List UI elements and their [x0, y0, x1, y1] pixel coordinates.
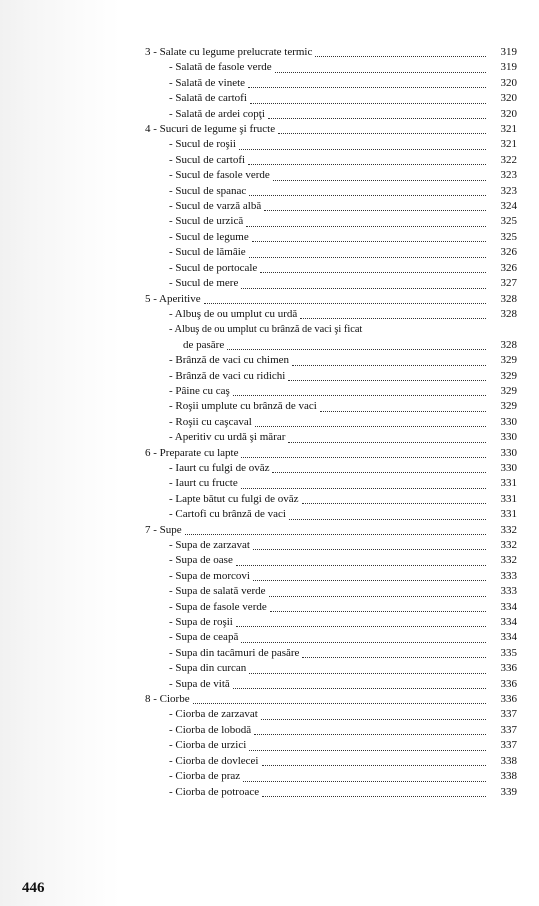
toc-page-number: 336: [500, 693, 517, 706]
toc-entry-row: [145, 553, 517, 568]
toc-section-label: 8 - Ciorbe: [145, 693, 190, 706]
toc-entry-label: - Salată de ardei copţi: [169, 107, 265, 120]
toc-entry-row: [145, 569, 517, 584]
toc-section-row: [145, 446, 517, 461]
dot-leader: [243, 781, 486, 782]
toc-entry-row: [145, 754, 517, 769]
toc-page-number: 329: [500, 400, 517, 413]
toc-section-label: 5 - Aperitive: [145, 292, 201, 305]
toc-entry-row: [145, 630, 517, 645]
toc-entry-row: [145, 584, 517, 599]
toc-entry-row: [145, 646, 517, 661]
toc-entry-row: [145, 677, 517, 692]
toc-entry-row: [145, 276, 517, 291]
toc-entry-label-continuation: de pasăre: [183, 338, 225, 351]
dot-leader: [270, 611, 486, 612]
dot-leader: [246, 226, 486, 227]
toc-page-number: 324: [500, 200, 517, 213]
toc-page-number: 335: [500, 646, 517, 659]
dot-leader: [233, 688, 486, 689]
toc-entry-row: [145, 91, 517, 106]
toc-entry-label: - Supa de ceapă: [169, 631, 239, 644]
toc-page-number: 337: [500, 739, 517, 752]
toc-page-number: 321: [500, 123, 517, 136]
toc-entry-label: - Supa din tacâmuri de pasăre: [169, 646, 300, 659]
toc-entry-row: [145, 507, 517, 522]
toc-entry-label: - Sucul de varză albă: [169, 200, 262, 213]
toc-page-number: 327: [500, 277, 517, 290]
toc-section-row: [145, 523, 517, 538]
dot-leader: [292, 365, 486, 366]
toc-entry-label: - Cartofi cu brânză de vaci: [169, 508, 286, 521]
toc-entry-row: [145, 322, 517, 337]
dot-leader: [272, 472, 486, 473]
dot-leader: [260, 272, 486, 273]
toc-entry-row: [145, 137, 517, 152]
dot-leader: [249, 750, 486, 751]
dot-leader: [185, 534, 486, 535]
dot-leader: [262, 796, 486, 797]
toc-entry-row: [145, 168, 517, 183]
toc-entry-row: [145, 107, 517, 122]
toc-page-number: 333: [500, 569, 517, 582]
dot-leader: [288, 380, 486, 381]
dot-leader: [253, 549, 486, 550]
toc-section-label: 3 - Salate cu legume prelucrate termic: [145, 46, 313, 58]
dot-leader: [289, 519, 486, 520]
toc-entry-row: [145, 245, 517, 260]
toc-entry-row: [145, 199, 517, 214]
toc-entry-label: - Sucul de fasole verde: [169, 169, 270, 182]
dot-leader: [269, 596, 486, 597]
toc-entry-label: - Supa de oase: [169, 554, 233, 567]
toc-entry-label: - Ciorba de zarzavat: [169, 708, 258, 721]
toc-entry-row: [145, 214, 517, 229]
toc-entry-label: - Sucul de legume: [169, 230, 249, 243]
toc-entry-label: - Salată de cartofi: [169, 92, 247, 105]
toc-entry-label: - Aperitiv cu urdă şi mărar: [169, 431, 286, 444]
toc-entry-label: - Roşii umplute cu brânză de vaci: [169, 400, 317, 413]
toc-entry-label: - Supa de fasole verde: [169, 600, 267, 613]
toc-entry-label: - Iaurt cu fulgi de ovăz: [169, 461, 270, 474]
toc-entry-label: - Iaurt cu fructe: [169, 477, 238, 490]
toc-entry-label: - Sucul de roşii: [169, 138, 236, 151]
toc-page-number: 334: [500, 631, 517, 644]
toc-page-number: 330: [500, 461, 517, 474]
dot-leader: [288, 442, 486, 443]
toc-page-number: 334: [500, 600, 517, 613]
toc-entry-row: [145, 153, 517, 168]
dot-leader: [193, 703, 486, 704]
toc-section-row: [145, 45, 517, 60]
toc-page-number: 326: [500, 246, 517, 259]
dot-leader: [275, 72, 486, 73]
toc-page-number: 319: [500, 61, 517, 74]
toc-entry-row: [145, 399, 517, 414]
toc-page-number: 331: [500, 492, 517, 505]
dot-leader: [261, 719, 486, 720]
toc-entry-row: [145, 261, 517, 276]
dot-leader: [236, 626, 486, 627]
toc-entry-label: - Salată de vinete: [169, 76, 246, 89]
toc-page-number: 334: [500, 616, 517, 629]
toc-page-number: 320: [500, 76, 517, 89]
toc-entry-row: [145, 60, 517, 75]
toc-entry-label: - Ciorba de urzici: [169, 739, 247, 752]
toc-entry-label: - Sucul de mere: [169, 277, 239, 290]
toc-page-number: 337: [500, 708, 517, 721]
toc-page-number: 329: [500, 384, 517, 397]
toc-entry-label: - Lapte bătut cu fulgi de ovăz: [169, 492, 299, 505]
toc-page-number: 339: [500, 785, 517, 798]
dot-leader: [241, 457, 486, 458]
toc-page-number: 325: [500, 215, 517, 228]
toc-entry-label: - Brânză de vaci cu ridichi: [169, 369, 286, 382]
toc-page-number: 338: [500, 770, 517, 783]
dot-leader: [227, 349, 486, 350]
toc-entry-row: [145, 738, 517, 753]
toc-entry-label: - Pâine cu caş: [169, 384, 230, 397]
dot-leader: [278, 133, 486, 134]
toc-entry-label: - Ciorba de dovlecei: [169, 754, 259, 767]
toc-page-number: 338: [500, 754, 517, 767]
toc-entry-row: [145, 230, 517, 245]
toc-entry-row: [145, 600, 517, 615]
toc-page-number: 329: [500, 369, 517, 382]
dot-leader: [254, 734, 486, 735]
page-number: 446: [22, 880, 45, 896]
dot-leader: [302, 657, 486, 658]
toc-page-number: 328: [500, 338, 517, 351]
dot-leader: [300, 318, 486, 319]
toc-entry-row: [145, 461, 517, 476]
toc-page-number: 320: [500, 92, 517, 105]
dot-leader: [249, 673, 486, 674]
toc-page-number: 328: [500, 307, 517, 320]
toc-page-number: 319: [500, 46, 517, 58]
toc-entry-label: - Supa de salată verde: [169, 585, 266, 598]
dot-leader: [253, 580, 486, 581]
toc-entry-row: [145, 307, 517, 322]
toc-entry-label: - Supa de roşii: [169, 616, 233, 629]
dot-leader: [249, 257, 486, 258]
dot-leader: [302, 503, 486, 504]
toc-page-number: 320: [500, 107, 517, 120]
dot-leader: [248, 164, 486, 165]
toc-entry-label: - Sucul de lămâie: [169, 246, 246, 259]
toc-section-row: [145, 292, 517, 307]
toc-entry-label: - Albuş de ou umplut cu brânză de vaci şi ficat: [169, 324, 363, 336]
toc-entry-label: - Supa de vită: [169, 677, 230, 690]
toc-entry-row: [145, 661, 517, 676]
toc-entry-row: [145, 476, 517, 491]
table-of-contents: [145, 45, 517, 800]
dot-leader: [264, 210, 486, 211]
toc-entry-row: [145, 353, 517, 368]
toc-page-number: 333: [500, 585, 517, 598]
toc-entry-row: [145, 707, 517, 722]
toc-entry-label: - Ciorba de lobodă: [169, 723, 252, 736]
toc-page-number: 331: [500, 508, 517, 521]
dot-leader: [233, 395, 486, 396]
dot-leader: [320, 411, 486, 412]
dot-leader: [250, 103, 486, 104]
dot-leader: [273, 180, 486, 181]
toc-entry-row: [145, 615, 517, 630]
toc-page-number: 332: [500, 539, 517, 551]
toc-page-number: 332: [500, 523, 517, 536]
toc-entry-label: - Supa de morcovi: [169, 569, 250, 582]
toc-page-number: 336: [500, 662, 517, 675]
dot-leader: [249, 195, 486, 196]
toc-section-label: 6 - Preparate cu lapte: [145, 446, 239, 459]
dot-leader: [241, 288, 486, 289]
toc-entry-label: - Brânză de vaci cu chimen: [169, 354, 290, 367]
toc-page-number: 337: [500, 723, 517, 736]
toc-page-number: 325: [500, 230, 517, 243]
toc-entry-label: - Roşii cu caşcaval: [169, 415, 252, 428]
toc-page-number: 329: [500, 354, 517, 367]
toc-entry-row: [145, 430, 517, 445]
toc-entry-label: - Sucul de urzică: [169, 215, 244, 228]
toc-entry-row: [145, 538, 517, 553]
dot-leader: [239, 149, 486, 150]
toc-page-number: 321: [500, 138, 517, 151]
dot-leader: [241, 642, 486, 643]
toc-page-number: 330: [500, 431, 517, 444]
toc-page-number: 323: [500, 169, 517, 182]
toc-entry-label: - Ciorba de potroace: [169, 785, 260, 798]
toc-page-number: 330: [500, 415, 517, 428]
toc-page-number: 330: [500, 446, 517, 459]
dot-leader: [204, 303, 486, 304]
toc-entry-row: [145, 369, 517, 384]
toc-entry-label: - Sucul de spanac: [169, 184, 247, 197]
toc-entry-label: - Ciorba de praz: [169, 770, 241, 783]
toc-entry-row: [145, 415, 517, 430]
toc-page-number: 331: [500, 477, 517, 490]
toc-entry-continuation-row: [145, 338, 517, 353]
toc-entry-row: [145, 785, 517, 800]
dot-leader: [255, 426, 486, 427]
toc-entry-row: [145, 492, 517, 507]
toc-page-number: 328: [500, 292, 517, 305]
toc-page-number: 332: [500, 554, 517, 567]
dot-leader: [315, 56, 486, 57]
toc-entry-row: [145, 723, 517, 738]
dot-leader: [248, 87, 486, 88]
toc-section-row: [145, 692, 517, 707]
toc-section-row: [145, 122, 517, 137]
dot-leader: [241, 488, 486, 489]
toc-section-label: 4 - Sucuri de legume şi fructe: [145, 123, 276, 136]
toc-entry-row: [145, 76, 517, 91]
toc-entry-row: [145, 184, 517, 199]
toc-entry-label: - Supa din curcan: [169, 662, 247, 675]
toc-entry-row: [145, 769, 517, 784]
dot-leader: [268, 118, 486, 119]
toc-entry-label: - Sucul de portocale: [169, 261, 258, 274]
toc-page-number: 336: [500, 677, 517, 690]
toc-entry-label: - Albuş de ou umplut cu urdă: [169, 307, 298, 320]
toc-entry-label: - Sucul de cartofi: [169, 153, 246, 166]
toc-entry-row: [145, 384, 517, 399]
toc-page-number: 323: [500, 184, 517, 197]
dot-leader: [252, 241, 486, 242]
toc-page-number: 326: [500, 261, 517, 274]
dot-leader: [262, 765, 487, 766]
toc-entry-label: - Supa de zarzavat: [169, 539, 250, 551]
toc-page-number: 322: [500, 153, 517, 166]
toc-section-label: 7 - Supe: [145, 523, 182, 536]
dot-leader: [236, 565, 486, 566]
toc-entry-label: - Salată de fasole verde: [169, 61, 272, 74]
